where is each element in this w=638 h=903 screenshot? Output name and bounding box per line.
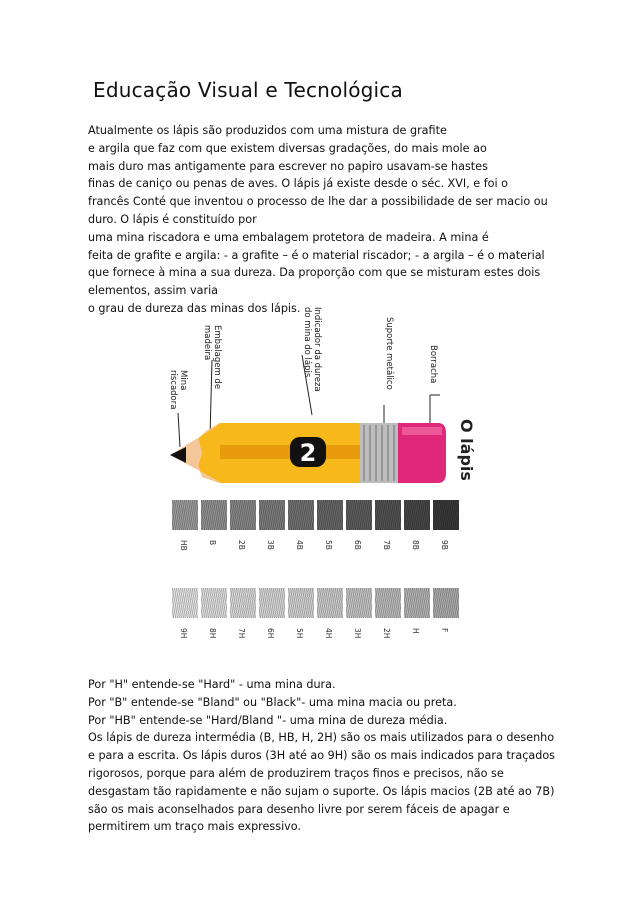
swatch-mark: [259, 588, 285, 618]
intro-line: e argila que faz com que existem diversas gradações, do mais mole ao: [88, 141, 487, 155]
intro-line: elementos, assim varia: [88, 284, 219, 298]
page-title: Educação Visual e Tecnológica: [93, 78, 403, 102]
intro-line: mais duro mas antigamente para escrever no papiro usavam-se hastes: [88, 159, 488, 173]
swatch-label: 6H: [266, 628, 275, 639]
swatch-mark: [346, 588, 372, 618]
intro-line: finas de caniço ou penas de aves. O lápis já existe desde o séc. XVI, e foi o: [88, 177, 509, 191]
hardness-swatches: [172, 500, 462, 650]
definition-line: Por "H" entende-se "Hard" - uma mina dura.: [88, 678, 336, 691]
definition-line: rigorosos, porque para além de produzirem traços finos e precisos, não se: [88, 766, 504, 780]
intro-line: o grau de dureza das minas dos lápis.: [88, 301, 301, 315]
pencil-diagram: [140, 305, 480, 505]
intro-line: feita de grafite e argila: - a grafite – é o material riscador; - a argila – é o material: [88, 248, 545, 262]
metal-ferrule: [360, 423, 398, 483]
swatch-mark: [375, 500, 401, 530]
swatch-mark: [404, 500, 430, 530]
swatch-label: 4H: [324, 628, 333, 639]
label-suporte: Suporte metálico: [384, 317, 394, 390]
swatch-mark: [375, 588, 401, 618]
pencil-lead: [170, 447, 186, 463]
swatch-label: 2B: [237, 540, 246, 550]
definition-line: permitirem um traço mais expressivo.: [88, 820, 301, 834]
swatch-label: 9B: [440, 540, 449, 550]
hardness-number: 2: [299, 439, 317, 467]
label-indicador: Indicador da dureza do mina do lápis: [302, 307, 322, 392]
definitions-paragraph: [88, 676, 588, 836]
swatch-label: H: [411, 628, 420, 634]
swatch-mark: [172, 588, 198, 618]
label-mina-riscadora: Mina riscadora: [168, 370, 188, 410]
swatch-label: 5B: [324, 540, 333, 550]
intro-line: uma mina riscadora e uma embalagem protetora de madeira. A mina é: [88, 230, 489, 244]
swatch-mark: [201, 500, 227, 530]
intro-line: francês Conté que inventou o processo de lhe dar a possibilidade de ser macio ou: [88, 195, 548, 209]
swatch-mark: [317, 500, 343, 530]
definition-line: Por "B" entende-se "Bland" ou "Black"- uma mina macia ou preta.: [88, 695, 457, 709]
label-borracha: Borracha: [428, 345, 438, 384]
swatch-label: F: [440, 628, 449, 633]
definition-line: e para a escrita. Os lápis duros (3H até ao 9H) são os mais indicados para traçados: [88, 749, 556, 763]
swatch-label: 7B: [382, 540, 391, 550]
swatch-mark: [288, 588, 314, 618]
diagram-caption: O lápis: [457, 419, 476, 481]
swatch-mark: [433, 500, 459, 530]
intro-line: duro. O lápis é constituído por: [88, 212, 257, 226]
swatch-mark: [346, 500, 372, 530]
intro-line: que fornece à mina a sua dureza. Da proporção com que se misturam estes dois: [88, 266, 541, 280]
swatch-mark: [433, 588, 459, 618]
swatch-mark: [172, 500, 198, 530]
swatch-mark: [404, 588, 430, 618]
definition-line: são os mais aconselhados para desenho livre por serem fáceis de apagar e: [88, 802, 510, 816]
swatch-label: B: [208, 540, 217, 546]
definition-line: Por "HB" entende-se "Hard/Bland "- uma mina de dureza média.: [88, 713, 448, 727]
swatch-label: 3B: [266, 540, 275, 550]
swatch-label: 5H: [295, 628, 304, 639]
swatch-mark: [259, 500, 285, 530]
swatch-label: 3H: [353, 628, 362, 639]
swatch-mark: [317, 588, 343, 618]
label-embalagem: Embalagem de madeira: [202, 325, 222, 390]
definition-line: Os lápis de dureza intermédia (B, HB, H, 2H) são os mais utilizados para o desenho: [88, 731, 555, 745]
swatch-label: 8B: [411, 540, 420, 550]
swatch-mark: [288, 500, 314, 530]
intro-line: Atualmente os lápis são produzidos com uma mistura de grafite: [88, 124, 447, 137]
swatch-label: 9H: [179, 628, 188, 639]
definition-line: desgastam tão rapidamente e não sujam o suporte. Os lápis macios (2B até ao 7B): [88, 784, 555, 798]
swatch-mark: [230, 588, 256, 618]
swatch-mark: [230, 500, 256, 530]
intro-paragraph: [88, 122, 588, 318]
swatch-mark: [201, 588, 227, 618]
swatch-label: 4B: [295, 540, 304, 550]
swatch-label: HB: [179, 540, 188, 551]
swatch-label: 7H: [237, 628, 246, 639]
swatch-label: 2H: [382, 628, 391, 639]
swatch-label: 8H: [208, 628, 217, 639]
swatch-label: 6B: [353, 540, 362, 550]
